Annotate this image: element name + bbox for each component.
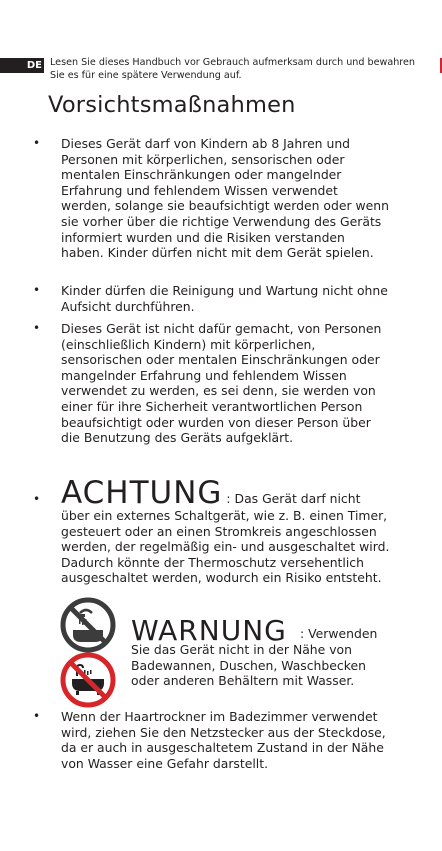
list-item-text: Dieses Gerät darf von Kindern ab 8 Jahren und Personen mit körperlichen, sensorischen oder mentalen Einschränkungen oder mangelnder Erfahrung und fehlendem Wissen verwendet werden, solange sie beaufsichtigt werden oder wenn sie vorher über die richtige Verwendung des Geräts informiert wurden und die Risiken verstanden haben. Kinder dürfen nicht mit dem Gerät spielen. — [61, 136, 389, 261]
page-title: Vorsichtsmaßnahmen — [48, 92, 296, 118]
intro-text: Lesen Sie dieses Handbuch vor Gebrauch aufmerksam durch und bewahren Sie es für eine spätere Verwendung auf. — [50, 57, 416, 81]
achtung-label: ACHTUNG — [61, 475, 223, 511]
list-item-text: Kinder dürfen die Reinigung und Wartung nicht ohne Aufsicht durchführen. — [61, 283, 388, 314]
warning-block — [60, 597, 390, 705]
list-item-text: Dieses Gerät ist nicht dafür gemacht, von Personen (einschließlich Kindern) mit körperlichen, sensorischen oder mentalen Einschränkungen oder mangelnder Erfahrung und fehlendem Wissen verwendet zu werden, es sei denn, sie werden von einer für ihre Sicherheit verantwortlichen Person beaufsichtigt oder wurden von dieser Person über die Benutzung des Geräts aufgeklärt. — [61, 321, 382, 446]
bullet-dot: • — [33, 321, 41, 335]
no-shower-icon — [60, 597, 116, 653]
achtung-paragraph — [61, 475, 391, 586]
warnung-lead: : Verwenden — [300, 626, 378, 641]
bullet-dot: • — [33, 136, 41, 150]
list-item-text: Wenn der Haartrockner im Badezimmer verwendet wird, ziehen Sie den Netzstecker aus der Steckdose, da er auch in ausgeschaltetem Zustand in der Nähe von Wasser eine Gefahr darstellt. — [61, 709, 386, 771]
no-bathtub-icon — [60, 652, 116, 708]
bullet-dot: • — [33, 492, 41, 506]
bullet-dot: • — [33, 283, 41, 297]
language-badge: DE — [0, 58, 44, 73]
warnung-text: Sie das Gerät nicht in der Nähe von Badewannen, Duschen, Waschbecken oder anderen Behältern mit Wasser. — [131, 642, 366, 689]
bullet-dot: • — [33, 709, 41, 723]
achtung-text: : Das Gerät darf nicht über ein externes Schaltgerät, wie z. B. einen Timer, gesteuert oder an einen Stromkreis angeschlossen werden, der regelmäßig ein- und ausgeschaltet wird. Dadurch könnte der Thermoschutz versehentlich ausgeschaltet werden, wodurch ein Risiko entsteht. — [61, 491, 390, 586]
warnung-label: WARNUNG — [131, 614, 287, 647]
